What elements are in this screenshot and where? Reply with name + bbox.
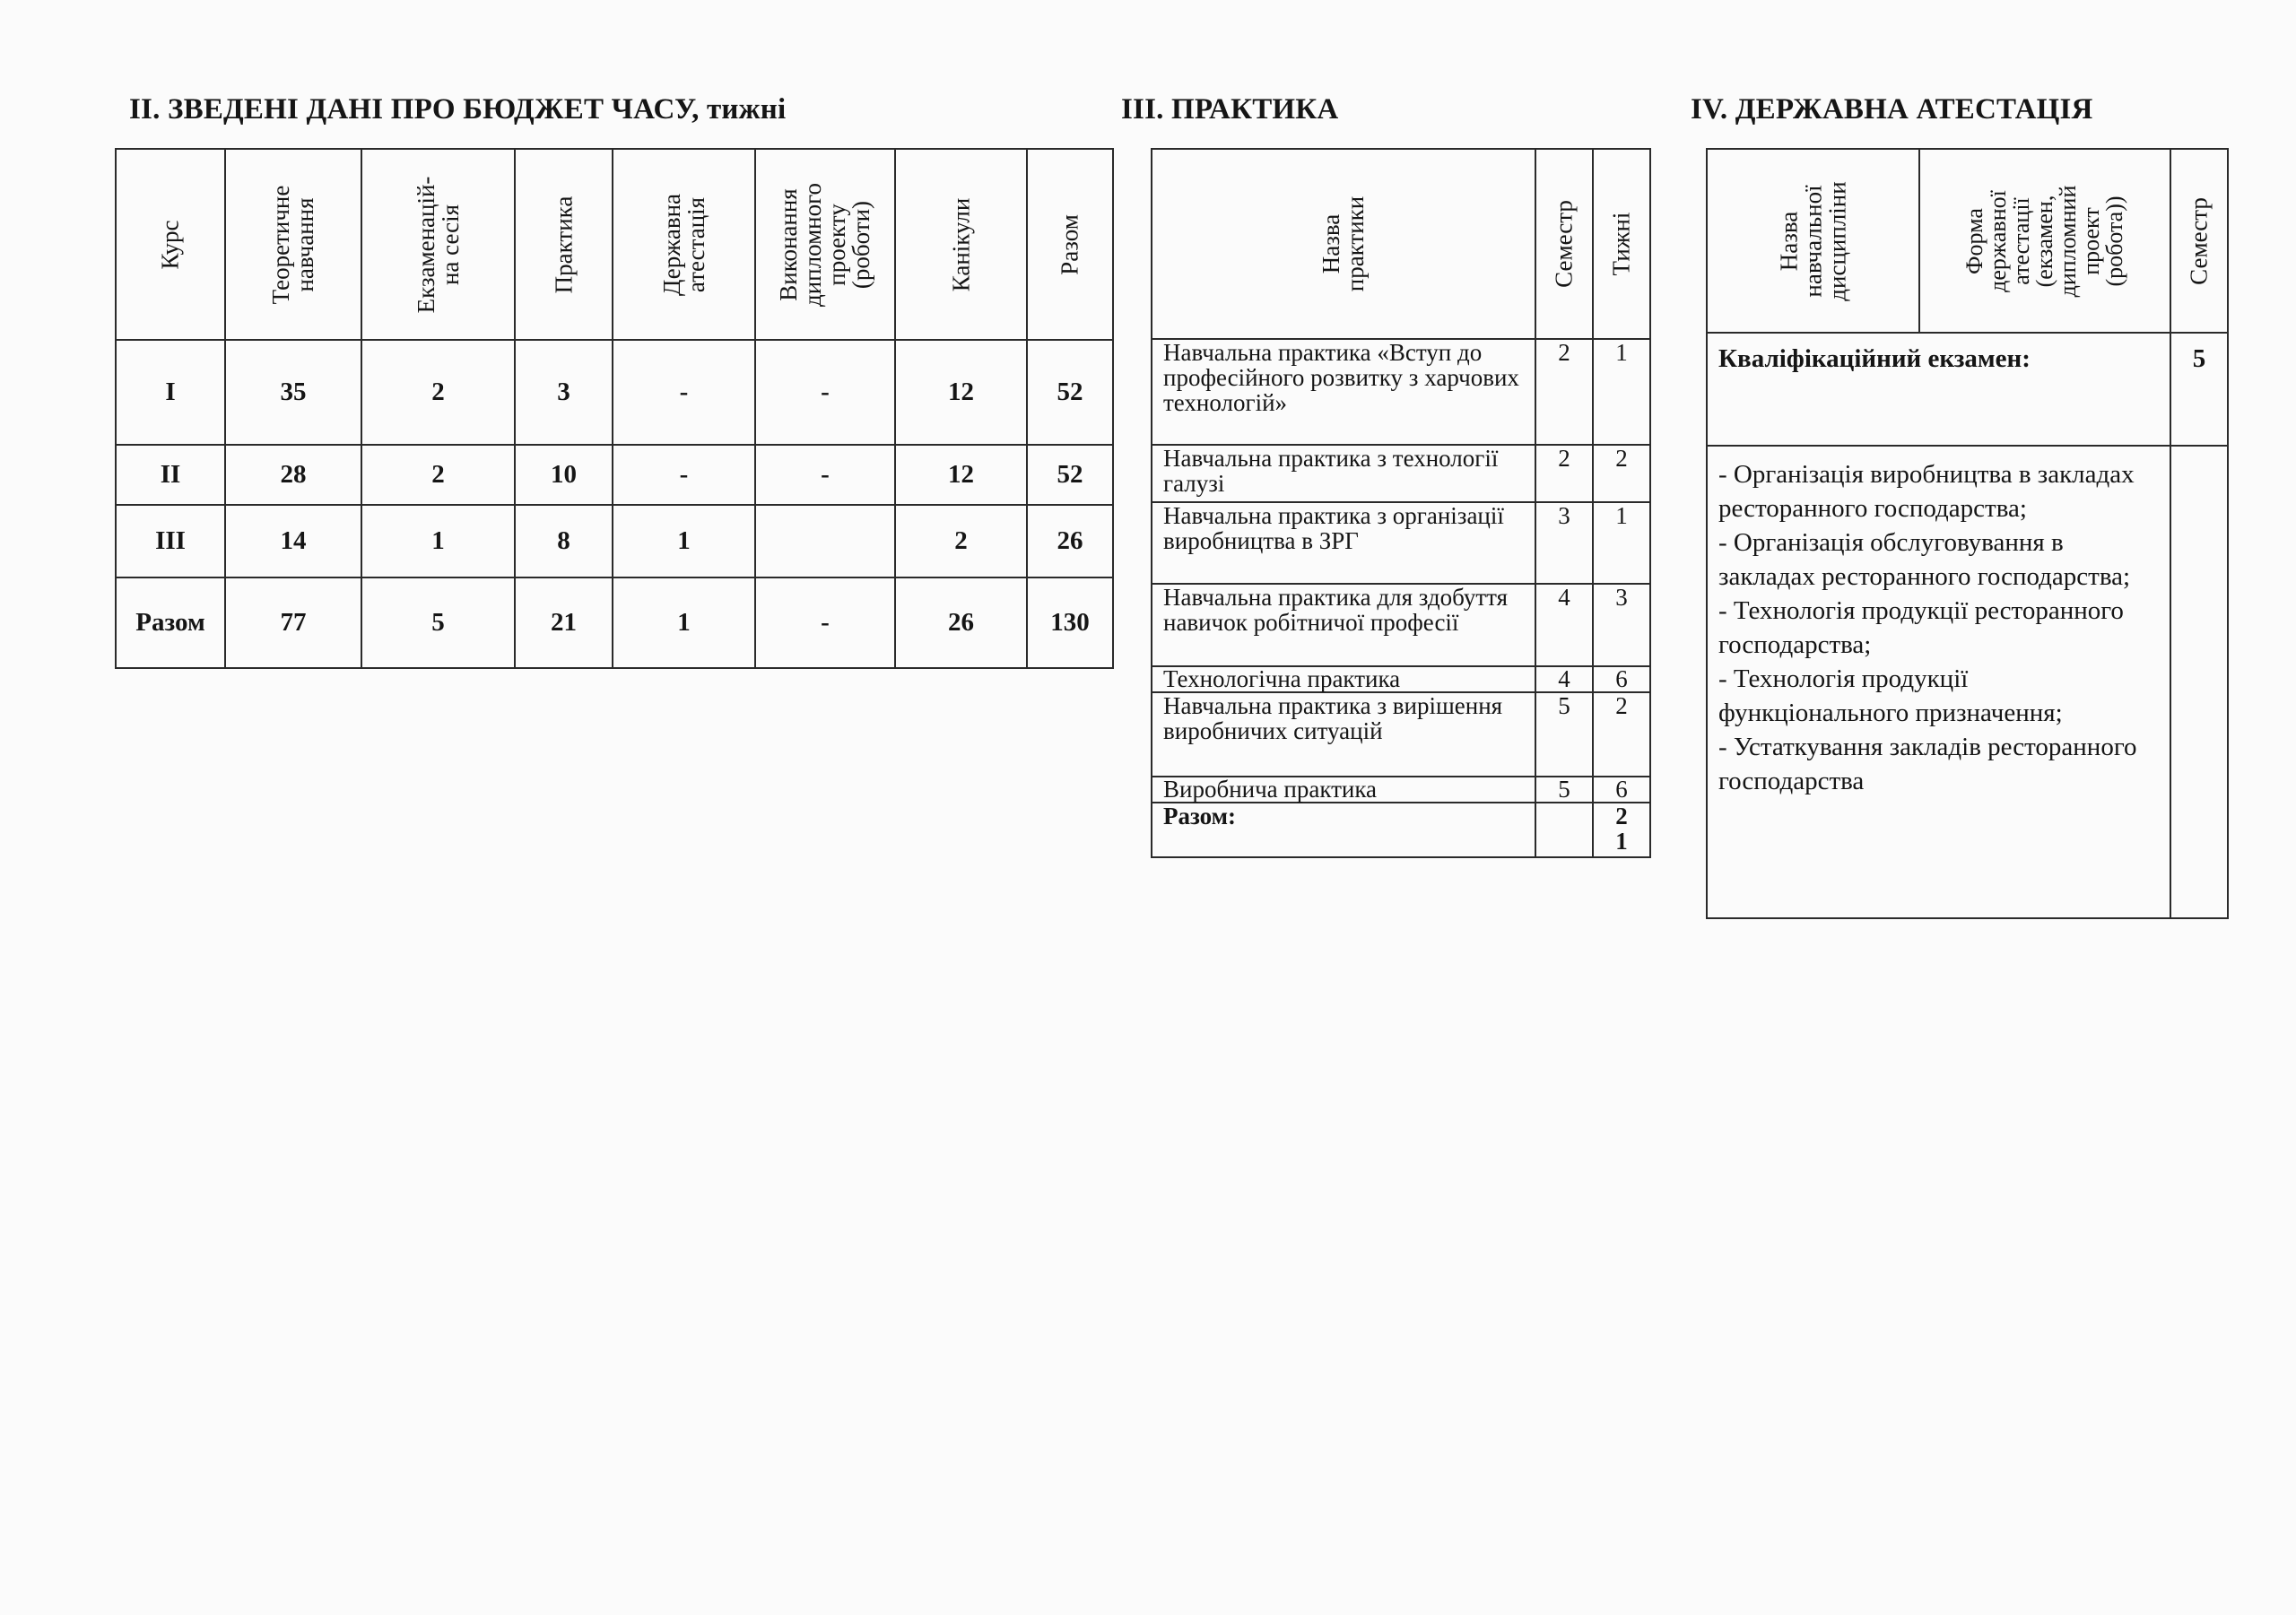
practice-header-name: Назва практики — [1152, 149, 1535, 339]
attestation-header-semester: Семестр — [2170, 149, 2228, 333]
cell-vacation: 26 — [895, 577, 1027, 668]
practice-total-weeks-line2: 1 — [1615, 828, 1628, 855]
practice-name: Виробнича практика — [1152, 777, 1535, 803]
cell-course: III — [116, 505, 225, 577]
budget-header-exam-session: Екзаменацій- на сесія — [361, 149, 515, 340]
attestation-exam-title: Кваліфікаційний екзамен: — [1707, 333, 2170, 446]
cell-total: 52 — [1027, 445, 1113, 505]
practice-total-label: Разом: — [1152, 803, 1535, 857]
cell-diploma: - — [755, 445, 895, 505]
practice-weeks: 1 — [1593, 502, 1650, 584]
cell-diploma — [755, 505, 895, 577]
practice-total-semester — [1535, 803, 1593, 857]
table-row — [116, 340, 1113, 445]
table-row — [1152, 777, 1650, 803]
practice-semester: 5 — [1535, 692, 1593, 777]
practice-weeks: 1 — [1593, 339, 1650, 445]
table-row — [1152, 666, 1650, 692]
cell-state: - — [613, 445, 755, 505]
table-row — [1152, 445, 1650, 502]
list-item: - Устаткування закладів ресторанного господарства — [1718, 733, 2137, 795]
budget-header-diploma: Виконання дипломного проекту (роботи) — [755, 149, 895, 340]
attestation-table — [1706, 148, 2229, 919]
practice-header-weeks: Тижні — [1593, 149, 1650, 339]
cell-vacation: 12 — [895, 340, 1027, 445]
practice-name: Технологічна практика — [1152, 666, 1535, 692]
cell-course: I — [116, 340, 225, 445]
budget-header-row — [116, 149, 1113, 340]
budget-header-course: Курс — [116, 149, 225, 340]
list-item: - Організація обслуговування в закладах ресторанного господарства; — [1718, 528, 2131, 591]
practice-weeks: 2 — [1593, 692, 1650, 777]
practice-table — [1151, 148, 1651, 858]
cell-state: - — [613, 340, 755, 445]
budget-table — [115, 148, 1114, 669]
practice-weeks: 6 — [1593, 777, 1650, 803]
table-row — [1152, 502, 1650, 584]
practice-semester: 2 — [1535, 339, 1593, 445]
practice-weeks: 6 — [1593, 666, 1650, 692]
cell-theory: 77 — [225, 577, 361, 668]
cell-course: II — [116, 445, 225, 505]
cell-theory: 28 — [225, 445, 361, 505]
practice-total-weeks — [1593, 803, 1650, 857]
practice-semester: 4 — [1535, 584, 1593, 666]
practice-name: Навчальна практика для здобуття навичок робітничої професії — [1152, 584, 1535, 666]
list-item: - Технологія продукції ресторанного господарства; — [1718, 596, 2124, 659]
cell-diploma: - — [755, 577, 895, 668]
practice-name: Навчальна практика з вирішення виробничих ситуацій — [1152, 692, 1535, 777]
cell-total: 26 — [1027, 505, 1113, 577]
cell-exam: 2 — [361, 445, 515, 505]
practice-header-semester: Семестр — [1535, 149, 1593, 339]
practice-weeks: 3 — [1593, 584, 1650, 666]
budget-section-title: II. ЗВЕДЕНІ ДАНІ ПРО БЮДЖЕТ ЧАСУ, тижні — [129, 93, 787, 126]
cell-course: Разом — [116, 577, 225, 668]
cell-practice: 8 — [515, 505, 613, 577]
attestation-header-row — [1707, 149, 2228, 333]
table-row-total — [1152, 803, 1650, 857]
practice-header-row — [1152, 149, 1650, 339]
practice-total-weeks-line1: 2 — [1615, 803, 1628, 829]
attestation-header-discipline: Назва навчальної дисципліни — [1707, 149, 1919, 333]
budget-header-state-attestation: Державна атестація — [613, 149, 755, 340]
table-row — [116, 445, 1113, 505]
cell-theory: 35 — [225, 340, 361, 445]
cell-exam: 5 — [361, 577, 515, 668]
budget-header-vacation: Канікули — [895, 149, 1027, 340]
list-item: - Організація виробництва в закладах ресторанного господарства; — [1718, 460, 2135, 523]
cell-state: 1 — [613, 505, 755, 577]
attestation-subject-list — [1707, 446, 2170, 918]
table-row-total — [116, 577, 1113, 668]
practice-name: Навчальна практика з організації виробництва в ЗРГ — [1152, 502, 1535, 584]
cell-theory: 14 — [225, 505, 361, 577]
attestation-semester: 5 — [2170, 333, 2228, 446]
budget-header-practice: Практика — [515, 149, 613, 340]
table-row — [1707, 446, 2228, 918]
table-row — [1152, 692, 1650, 777]
practice-semester: 4 — [1535, 666, 1593, 692]
cell-practice: 21 — [515, 577, 613, 668]
practice-weeks: 2 — [1593, 445, 1650, 502]
table-row — [1707, 333, 2228, 446]
attestation-section-title: IV. ДЕРЖАВНА АТЕСТАЦІЯ — [1691, 93, 2093, 126]
table-row — [1152, 584, 1650, 666]
practice-semester: 2 — [1535, 445, 1593, 502]
budget-header-total: Разом — [1027, 149, 1113, 340]
table-row — [1152, 339, 1650, 445]
cell-diploma: - — [755, 340, 895, 445]
practice-name: Навчальна практика з технології галузі — [1152, 445, 1535, 502]
cell-total: 52 — [1027, 340, 1113, 445]
attestation-header-form: Форма державної атестації (екзамен, дипломний проект (робота)) — [1919, 149, 2170, 333]
cell-state: 1 — [613, 577, 755, 668]
cell-exam: 2 — [361, 340, 515, 445]
practice-name: Навчальна практика «Вступ до професійного розвитку з харчових технологій» — [1152, 339, 1535, 445]
cell-practice: 3 — [515, 340, 613, 445]
cell-exam: 1 — [361, 505, 515, 577]
cell-vacation: 2 — [895, 505, 1027, 577]
cell-practice: 10 — [515, 445, 613, 505]
practice-section-title: III. ПРАКТИКА — [1121, 93, 1339, 126]
table-row — [116, 505, 1113, 577]
attestation-empty-cell — [2170, 446, 2228, 918]
list-item: - Технологія продукції функціонального призначення; — [1718, 664, 2063, 727]
cell-vacation: 12 — [895, 445, 1027, 505]
budget-header-theory: Теоретичне навчання — [225, 149, 361, 340]
practice-semester: 5 — [1535, 777, 1593, 803]
cell-total: 130 — [1027, 577, 1113, 668]
practice-semester: 3 — [1535, 502, 1593, 584]
